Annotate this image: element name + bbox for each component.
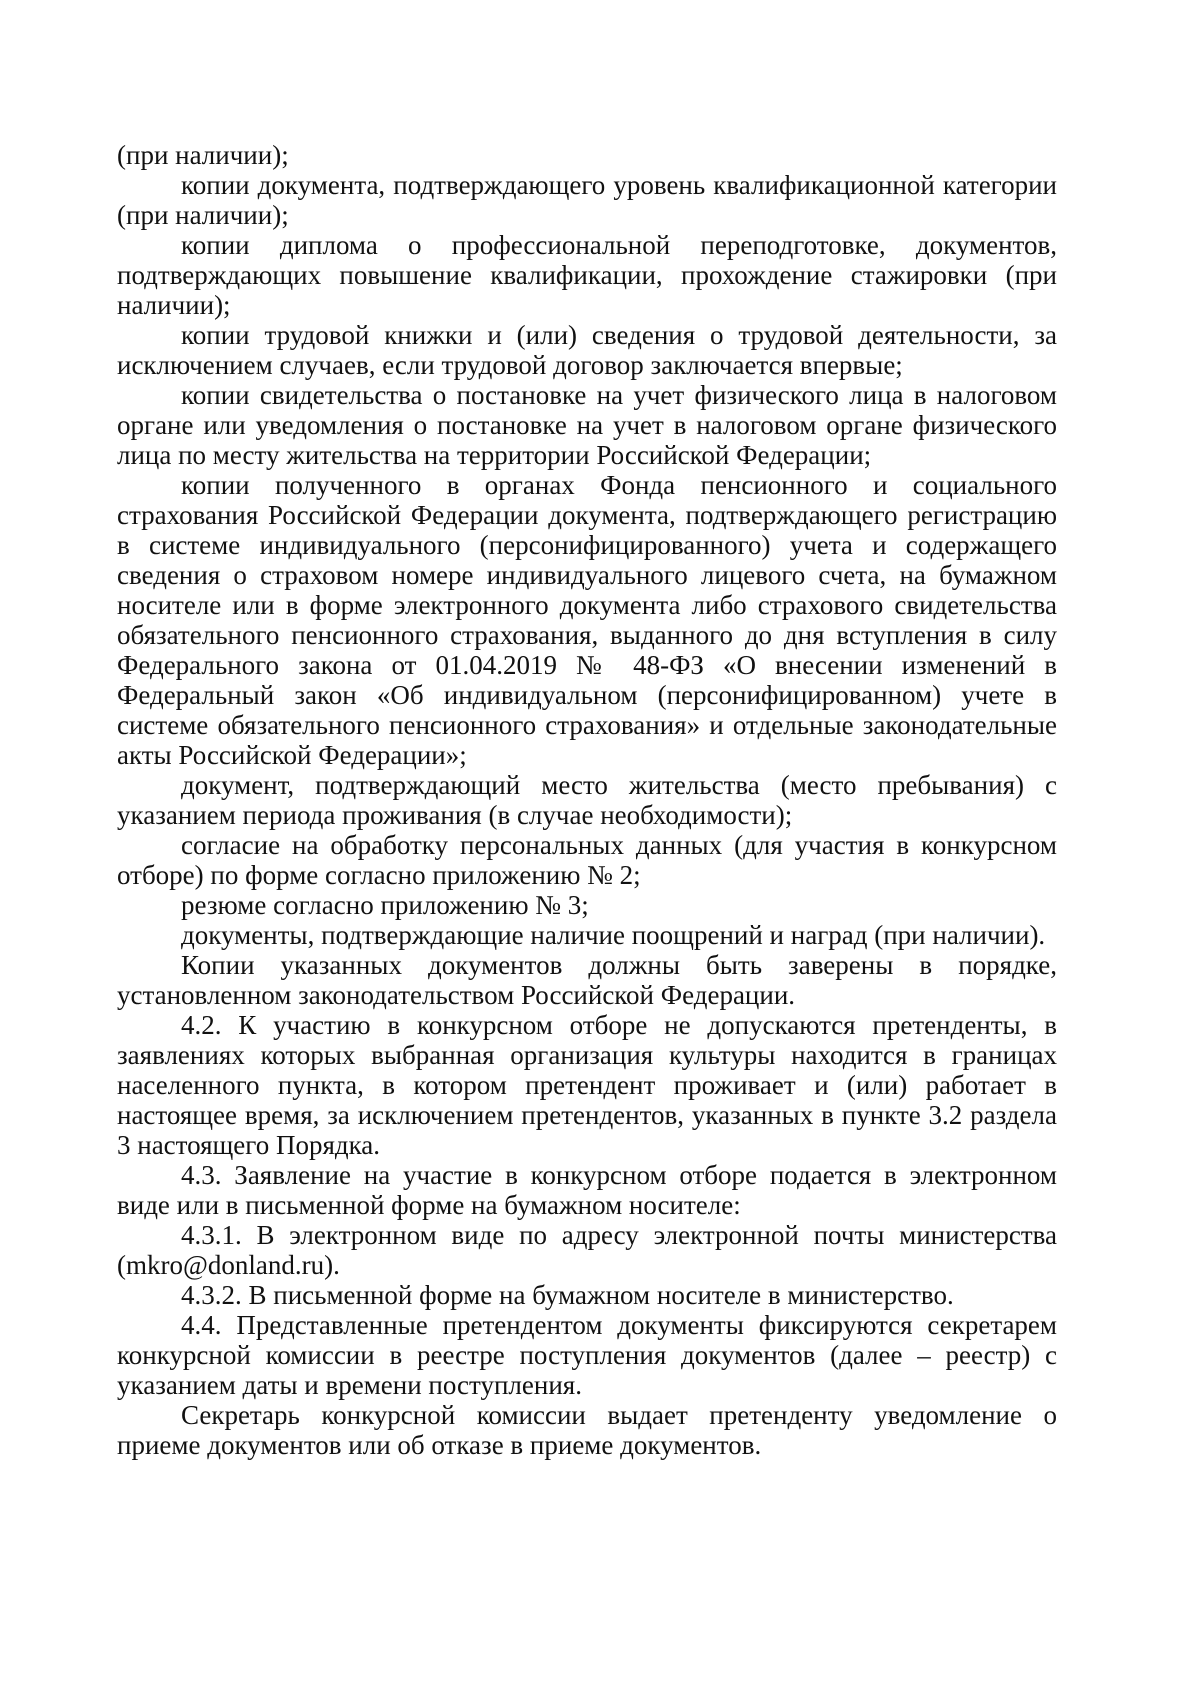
paragraph-awards: документы, подтверждающие наличие поощрений и наград (при наличии). [181, 920, 1046, 950]
paragraph-certified-copies: Копии указанных документов должны быть заверены в порядке, установленном законодательством Российской Федерации. [117, 950, 1057, 1010]
paragraph-retraining-diploma: копии диплома о профессиональной переподготовке, документов, подтверждающих повышение квалификации, прохождение стажировки (при наличии); [117, 230, 1057, 320]
paragraph-continuation: (при наличии); [117, 140, 289, 170]
paragraph-clause-4-3-2: 4.3.2. В письменной форме на бумажном носителе в министерство. [181, 1280, 954, 1310]
paragraph-secretary-notice: Секретарь конкурсной комиссии выдает претенденту уведомление о приеме документов или об отказе в приеме документов. [117, 1400, 1057, 1460]
paragraph-clause-4-2: 4.2. К участию в конкурсном отборе не допускаются претенденты, в заявлениях которых выбранная организация культуры находится в границах населенного пункта, в котором претендент проживает и (или) работает в настоящее время, за исключением претендентов, указанных в пункте 3.2 раздела 3 настоящего Порядка. [117, 1010, 1057, 1160]
paragraph-clause-4-4: 4.4. Представленные претендентом документы фиксируются секретарем конкурсной комиссии в реестре поступления документов (далее – реестр) с указанием даты и времени поступления. [117, 1310, 1057, 1400]
paragraph-pension-insurance: копии полученного в органах Фонда пенсионного и социального страхования Российской Федерации документа, подтверждающего регистрацию в системе индивидуального (персонифицированного) учета и содержащего сведения о страховом номере индивидуального лицевого счета, на бумажном носителе или в форме электронного документа либо страхового свидетельства обязательного пенсионного страхования, выданного до дня вступления в силу Федерального закона от 01.04.2019 № 48-ФЗ «О внесении изменений в Федеральный закон «Об индивидуальном (персонифицированном) учете в системе обязательного пенсионного страхования» и отдельные законодательные акты Российской Федерации»; [117, 470, 1057, 770]
paragraph-personal-data-consent: согласие на обработку персональных данных (для участия в конкурсном отборе) по форме согласно приложению № 2; [117, 830, 1057, 890]
paragraph-qualification-category: копии документа, подтверждающего уровень квалификационной категории (при наличии); [117, 170, 1057, 230]
paragraph-residence-document: документ, подтверждающий место жительства (место пребывания) с указанием периода проживания (в случае необходимости); [117, 770, 1057, 830]
document-page [117, 140, 1057, 1460]
paragraph-tax-registration: копии свидетельства о постановке на учет физического лица в налоговом органе или уведомления о постановке на учет в налоговом органе физического лица по месту жительства на территории Российской Федерации; [117, 380, 1057, 470]
paragraph-resume: резюме согласно приложению № 3; [181, 890, 589, 920]
paragraph-work-record: копии трудовой книжки и (или) сведения о трудовой деятельности, за исключением случаев, если трудовой договор заключается впервые; [117, 320, 1057, 380]
paragraph-clause-4-3: 4.3. Заявление на участие в конкурсном отборе подается в электронном виде или в письменной форме на бумажном носителе: [117, 1160, 1057, 1220]
paragraph-clause-4-3-1: 4.3.1. В электронном виде по адресу электронной почты министерства (mkro@donland.ru). [117, 1220, 1057, 1280]
